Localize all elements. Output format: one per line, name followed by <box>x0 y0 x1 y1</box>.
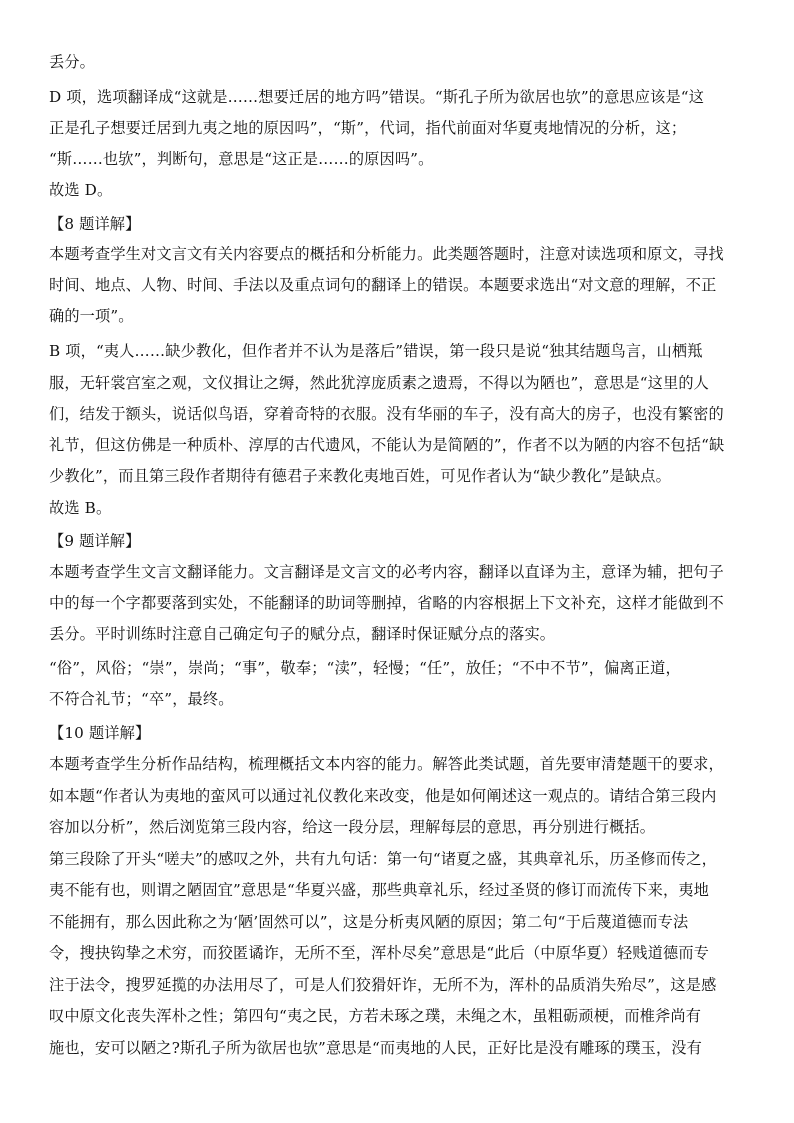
text-line: 正是孔子想要迁居到九夷之地的原因吗”，“斯”，代词，指代前面对华夏夷地情况的分析，这； <box>49 119 687 137</box>
text-line: 如本题“作者认为夷地的蛮风可以通过礼仪教化来改变，他是如何阐述这一观点的。请结合第三段内 <box>49 787 717 805</box>
text-line: 服，无轩裳宫室之观，文仪揖让之缛，然此犹淳庞质素之遗焉，不得以为陋也”，意思是“这里的人 <box>49 374 710 392</box>
text-line: 夷不能有也，则谓之陋固宜”意思是“华夏兴盛，那些典章礼乐，经过圣贤的修订而流传下来，夷地 <box>49 881 710 899</box>
section-heading: 【8 题详解】 <box>49 215 141 233</box>
text-line: 故选 D。 <box>49 181 113 199</box>
text-line: 故选 B。 <box>49 499 112 517</box>
text-line: 本题考查学生文言文翻译能力。文言翻译是文言文的必考内容，翻译以直译为主，意译为辅，把句子 <box>49 563 724 581</box>
text-line: 注于法令，搜罗延揽的办法用尽了，可是人们狡猾奸诈，无所不为，浑朴的品质消失殆尽”，这是感 <box>49 976 717 994</box>
text-line: 们，结发于额头，说话似鸟语，穿着奇特的衣服。没有华丽的车子，没有高大的房子，也没有繁密的 <box>49 405 724 423</box>
text-line: “斯……也欤”，判断句，意思是“这正是……的原因吗”。 <box>49 150 434 168</box>
text-line: 不符合礼节；“卒”，最终。 <box>49 690 234 708</box>
text-line: 容加以分析”，然后浏览第三段内容，给这一段分层，理解每层的意思，再分别进行概括。 <box>49 818 656 836</box>
text-line: 叹中原文化丧失浑朴之性；第四句“夷之民，方若未琢之璞，未绳之木，虽粗砺顽梗，而椎斧尚有 <box>49 1007 702 1025</box>
text-line: B 项，“夷人……缺少教化，但作者并不认为是落后”错误，第一段只是说“独其结题鸟言，山栖羝 <box>49 342 703 360</box>
text-line: 时间、地点、人物、时间、手法以及重点词句的翻译上的错误。本题要求选出“对文意的理解，不正 <box>49 276 717 294</box>
text-line: D 项，选项翻译成“这就是……想要迁居的地方吗”错误。“斯孔子所为欲居也欤”的意思应该是“这 <box>49 88 705 106</box>
text-line: 丢分。平时训练时注意自己确定句子的赋分点，翻译时保证赋分点的落实。 <box>49 625 556 643</box>
text-line: 本题考查学生对文言文有关内容要点的概括和分析能力。此类题答题时，注意对读选项和原文，寻找 <box>49 245 724 263</box>
section-heading: 【9 题详解】 <box>49 532 141 550</box>
text-line: 不能拥有，那么因此称之为‘陋’固然可以”，这是分析夷风陋的原因；第二句“于后蔑道德而专法 <box>49 913 689 931</box>
text-line: 中的每一个字都要落到实处，不能翻译的助词等删掉，省略的内容根据上下文补充，这样才能做到不 <box>49 594 724 612</box>
text-line: 第三段除了开头“嗟夫”的感叹之外，共有九句话：第一句“诸夏之盛，其典章礼乐，历圣修而传之， <box>49 850 717 868</box>
text-line: 施也，安可以陋之?斯孔子所为欲居也欤”意思是“而夷地的人民，正好比是没有雕琢的璞玉，没有 <box>49 1039 702 1057</box>
text-line: 少教化”，而且第三段作者期待有德君子来教化夷地百姓，可见作者认为“缺少教化”是缺点。 <box>49 467 671 485</box>
section-heading: 【10 题详解】 <box>49 724 151 742</box>
text-line: 礼节，但这仿佛是一种质朴、淳厚的古代遗风，不能认为是简陋的”，作者不以为陋的内容不包括“缺 <box>49 436 725 454</box>
text-line: 确的一项”。 <box>49 307 134 325</box>
text-line: 令，搜抉钩挚之术穷，而狡匿谲诈，无所不至，浑朴尽矣”意思是“此后（中原华夏）轻贱道德而专 <box>49 944 710 962</box>
text-line: “俗”，风俗；“崇”，崇尚；“事”，敬奉；“渎”，轻慢；“任”，放任；“不中不节”，偏离正道， <box>49 659 681 677</box>
text-line: 丢分。 <box>49 53 96 71</box>
text-line: 本题考查学生分析作品结构，梳理概括文本内容的能力。解答此类试题，首先要审清楚题干的要求， <box>49 755 724 773</box>
